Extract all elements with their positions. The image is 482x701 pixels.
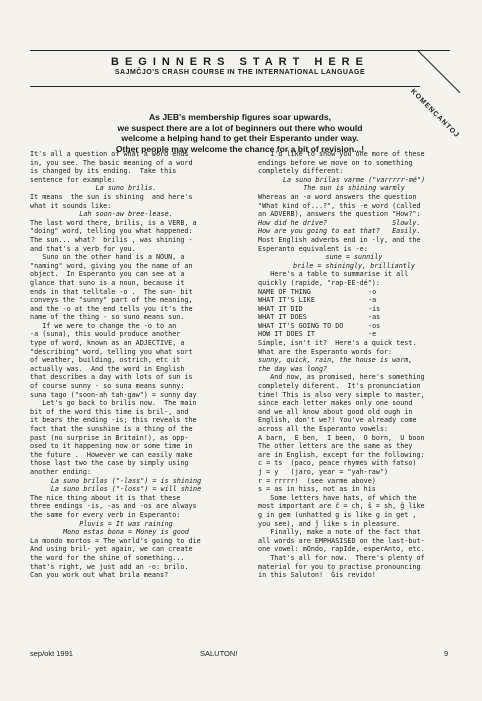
text-line: an ADVERB), answers the question "How?": — [258, 210, 421, 219]
text-line: The sun... what? brilis , was shining - — [30, 235, 193, 244]
text-line: are in English, except for the following: — [258, 450, 425, 459]
text-line: name of the thing - so suno means sun. — [30, 313, 185, 322]
text-line: what it sounds like: — [30, 201, 112, 210]
table-row — [258, 330, 450, 339]
table-label: WHAT IT DOES — [258, 313, 307, 322]
text-line: Here's a table to summarise it all — [258, 270, 409, 279]
text-line: actually was. And the word in English — [30, 364, 185, 373]
table-ending: -a — [368, 296, 377, 305]
text-line: If we were to change the -o to an — [30, 321, 177, 330]
text-line: in this Saluton! Ĝis revido! — [258, 571, 376, 580]
text-line: Finally, make a note of the fact that — [258, 528, 421, 537]
text-line: three endings -is, -as and -os are always — [30, 502, 197, 511]
text-line: How are you going to eat that? Easily. — [258, 227, 421, 236]
text-line: La suno brilis. — [95, 184, 157, 193]
text-line: bit of the word this time is bril-, and — [30, 407, 189, 416]
text-line: that describes a day with lots of sun is — [30, 373, 193, 382]
text-line: in, you see. The basic meaning of a word — [30, 158, 193, 167]
footer-page-number: 9 — [444, 649, 449, 658]
endings-table — [258, 288, 450, 340]
intro-paragraph — [30, 112, 450, 154]
text-line: g in gem (unhatted g is like g in get , — [258, 510, 417, 519]
table-ending: -os — [368, 321, 381, 330]
banner-title: BEGINNERS START HERE — [111, 56, 369, 68]
text-line: it bears the ending -is; this reveals the — [30, 416, 197, 425]
text-line: sune = sunnily — [325, 253, 383, 262]
text-line: Mono estas bona = Money is good — [63, 528, 189, 537]
text-line: The nice thing about it is that these — [30, 493, 181, 502]
text-line: j = y (jaro, year = "yah-raw") — [258, 467, 389, 476]
intro-line: we suspect there are a lot of beginners out there who would — [117, 122, 363, 133]
top-rule — [30, 50, 450, 51]
text-line: completely different: — [258, 167, 344, 176]
text-line: of course sunny - so suna means sunny: — [30, 382, 185, 391]
text-line: and we all know about good old ough in — [258, 407, 413, 416]
text-line: most important are ĉ = ch, ŝ = sh, ĝ like — [258, 502, 425, 511]
intro-line: welcome a helping hand to get their Esperanto under way. — [121, 133, 359, 143]
text-line: type of word, known as an ADJECTIVE, a — [30, 339, 185, 348]
text-line: and that's a verb for you. — [30, 244, 136, 253]
text-line: suna tago ("soon-ah tah-gaw") = sunny day — [30, 390, 197, 399]
text-line: since each letter makes only one sound — [258, 399, 413, 408]
text-line: and the -o at the end tells you it's the — [30, 304, 193, 313]
text-line: Esperanto equivalent is -e: — [258, 244, 368, 253]
text-line: endings before we move on to something — [258, 158, 413, 167]
table-label: NAME OF THING — [258, 287, 311, 296]
text-line: I'd like to show you one more of these — [258, 150, 425, 158]
text-line: quickly (rapide, "rap-EE-dé"): — [258, 278, 380, 287]
corner-label: KOMENCANTOJ — [409, 88, 461, 140]
text-line: the day was long? — [258, 364, 328, 373]
table-row — [258, 288, 450, 297]
text-line: material for you to practise pronouncing — [258, 562, 421, 571]
text-line: It means the sun is shining and here's — [30, 192, 193, 201]
text-line: What are the Esperanto words for: — [258, 347, 393, 356]
text-line: Whereas an -a word answers the question — [258, 192, 417, 201]
text-line: is changed by its ending. Take this — [30, 167, 177, 176]
text-line: conveys the "sunny" part of the meaning, — [30, 296, 193, 305]
text-line: of weather, building, ostrich, etc it — [30, 356, 181, 365]
left-column — [30, 150, 222, 580]
table-ending: -as — [368, 313, 381, 322]
table-ending: -e — [368, 330, 377, 339]
text-line: La suno brilas varme ("varrrrr-mé") — [282, 175, 426, 184]
text-line: ends in that telltale -o . The sun- bit — [30, 287, 193, 296]
text-line: past (no surprise in Britain!), as opp- — [30, 433, 189, 442]
text-line: The sun is shining warmly — [303, 184, 405, 193]
footer-date: sep/okt 1991 — [30, 649, 73, 658]
text-line: osed to it happening now or some time in — [30, 442, 193, 451]
text-line: Let's go back to brilis now. The main — [30, 399, 197, 408]
text-line: object. In Esperanto you can see at a — [30, 270, 185, 279]
text-line: the future . However we can easily make — [30, 450, 193, 459]
text-line: time! This is also very simple to master, — [258, 390, 425, 399]
text-line: you see), and ĵ like s in pleasure. — [258, 519, 401, 528]
table-label: WHAT IT'S LIKE — [258, 296, 315, 305]
text-line: English, don't we?! You've already come — [258, 416, 417, 425]
text-line: And using bril- yet again, we can create — [30, 545, 193, 554]
text-line: Can you work out what brila means? — [30, 571, 169, 580]
text-line: -a (suna), this would produce another — [30, 330, 181, 339]
mid-rule — [30, 86, 420, 87]
text-line: How did he drive? Slowly. — [258, 218, 421, 227]
text-line: "What kind of...?", this -e word (called — [258, 201, 421, 210]
footer-magazine: SALUTON! — [200, 649, 238, 658]
text-line: across all the Esperanto vowels: — [258, 425, 389, 433]
text-line: completely diferent. It's pronunciation — [258, 382, 421, 391]
table-label: HOW IT DOES IT — [258, 330, 315, 339]
text-line: sentence for example: — [30, 175, 116, 184]
intro-line: Other people may welcome the chance for a bit of revision...! — [115, 143, 365, 154]
text-line: Pluvis = It was raining — [79, 519, 173, 528]
text-line: "doing" word, telling you what happened: — [30, 227, 193, 236]
text-line: Some letters have hats, of which the — [258, 493, 417, 502]
text-line: one vowel: mOndo, rapIde, esperAnto, etc. — [258, 545, 425, 554]
text-line: It's all a question of what a word ends — [30, 150, 189, 158]
text-line: all words are EMPHASISED on the last-but- — [258, 536, 425, 545]
right-column-top — [258, 150, 450, 288]
text-line: "naming" word, giving you the name of an — [30, 261, 193, 270]
text-line: And now, as promised, here's something — [258, 373, 425, 382]
text-line: The last word there, brilis, is a VERB, a — [30, 218, 197, 227]
text-line: the same for every verb in Esperanto: — [30, 510, 181, 519]
table-ending: -o — [368, 287, 377, 296]
text-line: La suno brilos ("-loss") = will shine — [50, 485, 202, 494]
text-line: sunny, quick, rain, the house is warm, — [258, 356, 413, 365]
text-line: A barn, E ben, I been, O born, U boon — [258, 433, 425, 442]
text-line: Most English adverbs end in -ly, and the — [258, 235, 421, 244]
text-line: Simple, isn't it? Here's a quick test. — [258, 339, 417, 348]
table-row — [258, 322, 450, 331]
text-line: La mondo mortos = The world's going to die — [30, 536, 201, 545]
text-line: the word for the shine of something... — [30, 553, 185, 562]
text-line: c = ts (paco, peace rhymes with fatso) — [258, 459, 417, 468]
text-line: r = rrrrr! (see varme above) — [258, 476, 376, 485]
text-line: another ending: — [30, 467, 91, 476]
text-line: fact that the sunshine is a thing of the — [30, 425, 193, 433]
banner-subtitle: SAJMĈJO'S CRASH COURSE IN THE INTERNATIONAL LANGUAGE — [114, 69, 366, 76]
text-line: "describing" word, telling you what sort — [30, 347, 193, 356]
text-line: s = as in hiss, not as in his — [258, 485, 376, 494]
intro-line: As JEB's membership figures soar upwards, — [148, 112, 332, 122]
text-line: glance that suno is a noun, because it — [30, 278, 185, 287]
text-line: Suno on the other hand is a NOUN, a — [30, 253, 185, 262]
table-ending: -is — [368, 304, 381, 313]
text-line: that's right, we just add an -o: brilo. — [30, 562, 189, 571]
text-line: Lah soon-aw bree-lease. — [79, 210, 173, 219]
right-column — [258, 150, 450, 580]
banner — [30, 56, 450, 76]
text-line: The other letters are the same as they — [258, 442, 413, 451]
table-row — [258, 296, 450, 305]
table-row — [258, 313, 450, 322]
right-column-bottom — [258, 339, 450, 580]
text-line: brile = shiningly, brilliantly — [293, 261, 415, 270]
text-line: those last two the case by simply using — [30, 459, 189, 468]
text-line: La suno brilas ("-lass") = is shining — [50, 476, 202, 485]
table-label: WHAT IT DID — [258, 304, 303, 313]
table-label: WHAT IT'S GOING TO DO — [258, 321, 344, 330]
text-line: That's all for now. There's plenty of — [258, 553, 425, 562]
table-row — [258, 305, 450, 314]
